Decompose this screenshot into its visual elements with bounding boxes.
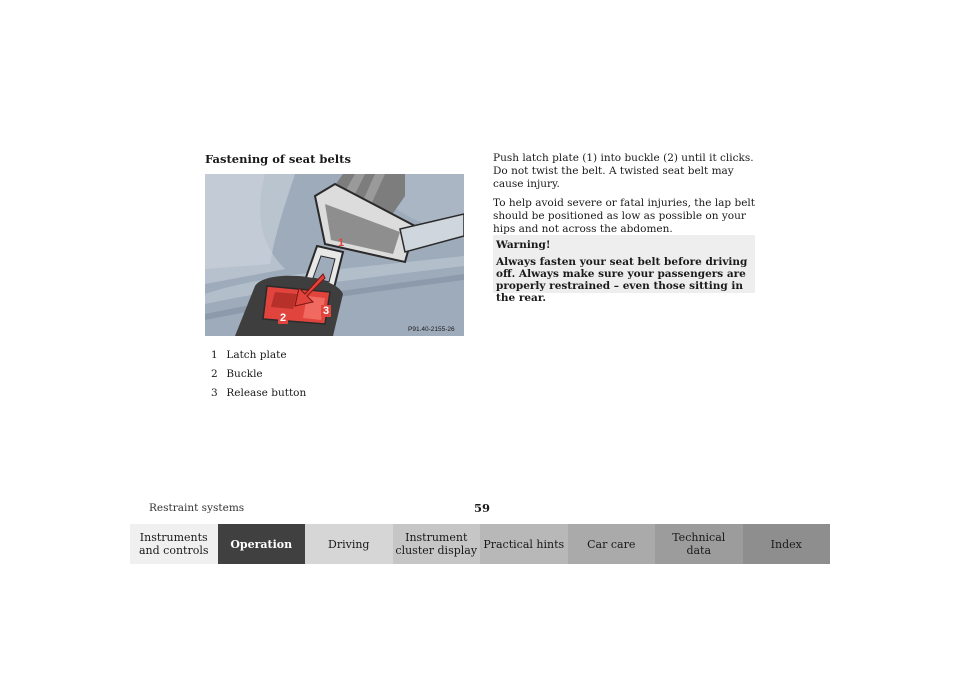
tab-index[interactable]: Index: [743, 524, 831, 564]
legend-number: 3: [211, 387, 218, 399]
page-number: 59: [474, 501, 491, 515]
warning-box: [493, 235, 755, 304]
tab-car-care[interactable]: Car care: [568, 524, 656, 564]
tab-instrument-cluster-display[interactable]: Instrument cluster display: [393, 524, 481, 564]
legend-item: [211, 367, 306, 386]
callout-1: 1: [338, 237, 345, 249]
legend-label: Latch plate: [226, 349, 287, 361]
legend-number: 2: [211, 368, 218, 380]
warning-text: Always fasten your seat belt before driving off. Always make sure your passengers are properly restrained – even those sitting in the rear.: [496, 256, 748, 304]
instruction-paragraph-2: To help avoid severe or fatal injuries, the lap belt should be positioned as low as possible on your hips and not across the abdomen.: [493, 197, 756, 235]
footer-section-title: Restraint systems: [149, 502, 245, 514]
warning-title: Warning!: [496, 239, 551, 251]
figure-code: P91.40-2155-26: [408, 326, 455, 333]
tab-instruments-and-controls[interactable]: Instruments and controls: [130, 524, 218, 564]
legend-label: Buckle: [226, 368, 263, 380]
tab-driving[interactable]: Driving: [305, 524, 393, 564]
callout-3: 3: [323, 305, 330, 317]
figure-legend: [211, 348, 306, 405]
section-heading: Fastening of seat belts: [205, 152, 351, 166]
tab-technical-data[interactable]: Technical data: [655, 524, 743, 564]
instruction-paragraph-1: Push latch plate (1) into buckle (2) until it clicks. Do not twist the belt. A twisted seat belt may cause injury.: [493, 152, 754, 190]
legend-item: [211, 386, 306, 405]
legend-label: Release button: [226, 387, 307, 399]
instructions: [493, 152, 758, 242]
tab-practical-hints[interactable]: Practical hints: [480, 524, 568, 564]
legend-item: [211, 348, 306, 367]
seat-belt-figure: [205, 174, 464, 336]
chapter-navigation: [130, 524, 830, 564]
tab-operation[interactable]: Operation: [218, 524, 306, 564]
legend-number: 1: [211, 349, 218, 361]
callout-2: 2: [280, 312, 287, 324]
